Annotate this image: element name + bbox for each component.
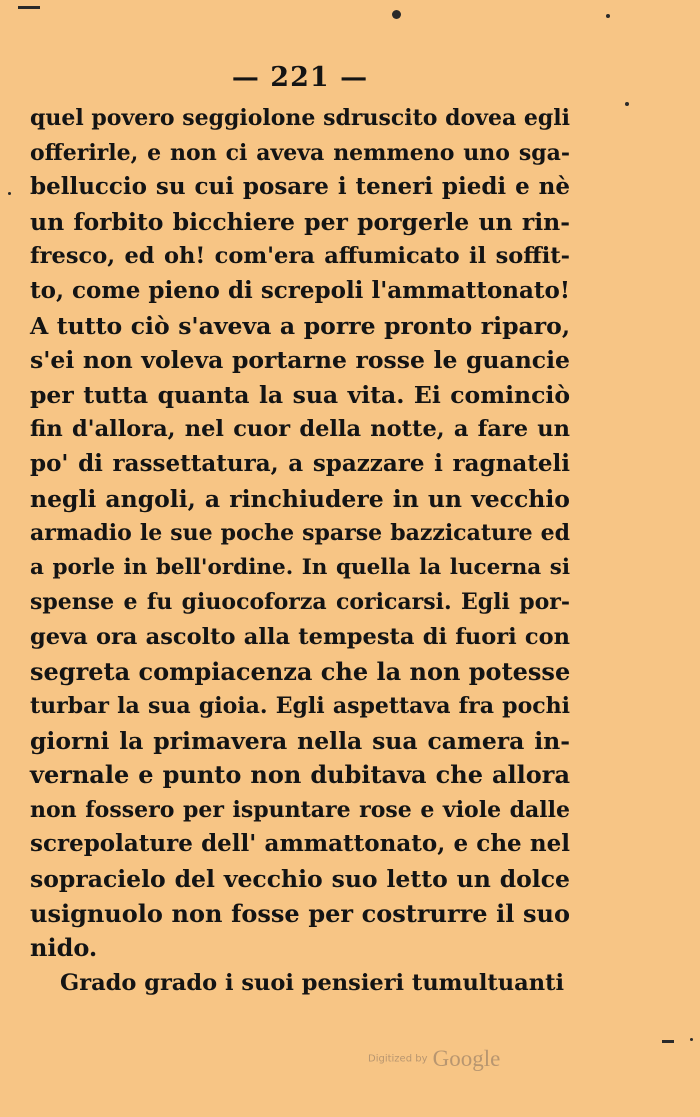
text-line: s'ei non voleva portarne rosse le guancie bbox=[30, 346, 570, 375]
text-line: non fossero per ispuntare rose e viole dalle bbox=[30, 796, 570, 823]
scan-mark bbox=[662, 1040, 674, 1043]
google-logo: Google bbox=[432, 1046, 501, 1071]
text-line: giorni la primavera nella sua camera in- bbox=[30, 726, 570, 755]
text-line: to, come pieno di screpoli l'ammattonato! bbox=[30, 276, 570, 304]
text-line: sopracielo del vecchio suo letto un dolce bbox=[30, 865, 570, 894]
text-line: a porle in bell'ordine. In quella la lucerna si bbox=[30, 554, 570, 580]
text-line: screpolature dell' ammattonato, e che nel bbox=[30, 830, 570, 858]
text-line: fresco, ed oh! com'era affumicato il soffit- bbox=[30, 243, 570, 270]
text-line: armadio le sue poche sparse bazzicature ed bbox=[30, 520, 570, 547]
scan-mark bbox=[606, 14, 610, 18]
scan-mark bbox=[625, 102, 629, 106]
scan-mark bbox=[18, 6, 40, 9]
text-line: quel povero seggiolone sdruscito dovea egli bbox=[30, 105, 570, 131]
text-line: belluccio su cui posare i teneri piedi e nè bbox=[30, 173, 570, 201]
text-line: negli angoli, a rinchiudere in un vecchio bbox=[30, 484, 570, 513]
text-line: un forbito bicchiere per porgerle un rin- bbox=[30, 207, 570, 236]
text-line: spense e fu giuocoforza coricarsi. Egli por- bbox=[30, 589, 570, 616]
digitized-watermark bbox=[368, 1046, 500, 1072]
body-text bbox=[30, 101, 570, 1000]
scan-mark bbox=[392, 10, 401, 19]
text-line: turbar la sua gioia. Egli aspettava fra pochi bbox=[30, 693, 570, 720]
watermark-caption: Digitized by bbox=[368, 1053, 428, 1065]
text-line: offerirle, e non ci aveva nemmeno uno sga- bbox=[30, 139, 570, 166]
text-line: per tutta quanta la sua vita. Ei cominciò bbox=[30, 380, 570, 409]
text-line: A tutto ciò s'aveva a porre pronto riparo, bbox=[30, 311, 570, 340]
scan-mark bbox=[690, 1038, 693, 1041]
text-line: segreta compiacenza che la non potesse bbox=[30, 656, 571, 686]
page-number: — 221 — bbox=[231, 62, 369, 93]
text-line: vernale e punto non dubitava che allora bbox=[30, 760, 570, 790]
paragraph-end-line: nido. bbox=[30, 933, 98, 963]
text-line: po' di rassettatura, a spazzare i ragnateli bbox=[30, 449, 570, 477]
paragraph-start-line: Grado grado i suoi pensieri tumultuanti bbox=[60, 969, 565, 996]
text-line: usignuolo non fosse per costrurre il suo bbox=[30, 898, 570, 928]
text-line: geva ora ascolto alla tempesta di fuori con bbox=[30, 623, 570, 650]
text-line: fin d'allora, nel cuor della notte, a fare un bbox=[30, 416, 570, 443]
scan-mark bbox=[8, 192, 11, 195]
